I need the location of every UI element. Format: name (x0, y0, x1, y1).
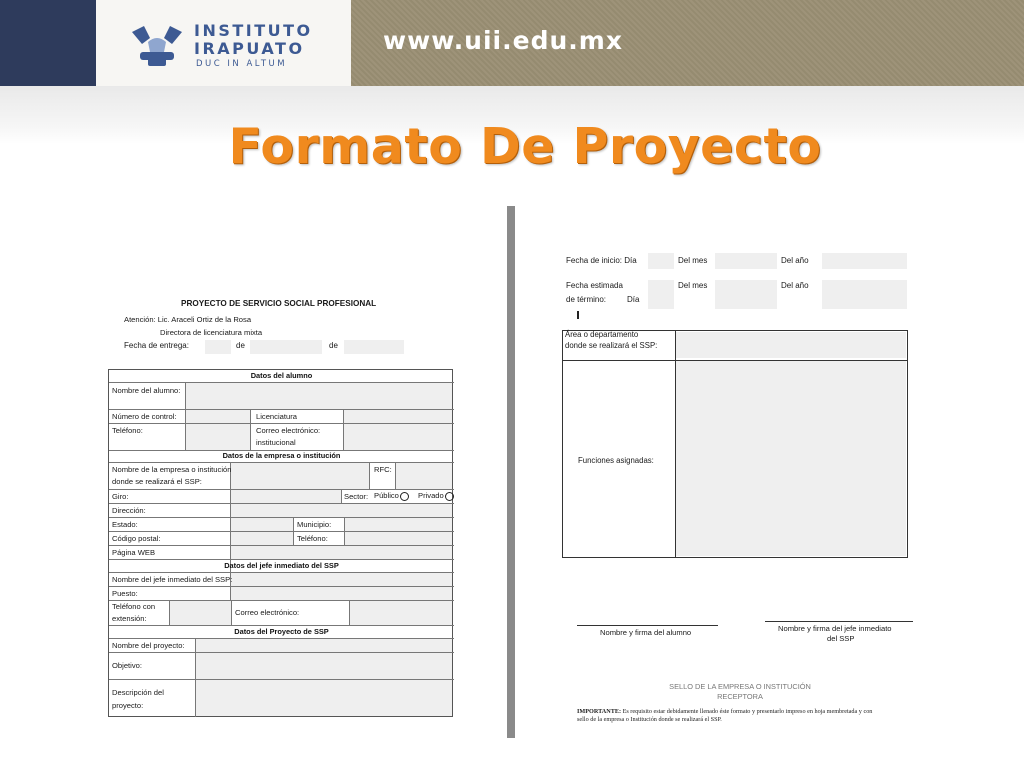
project-name-label: Nombre del proyecto: (112, 641, 185, 650)
zip-field[interactable] (231, 532, 293, 545)
student-phone-label: Teléfono: (112, 426, 143, 435)
address-label: Dirección: (112, 506, 146, 515)
giro-label: Giro: (112, 492, 129, 501)
end-date-label-2: de término: (566, 295, 607, 304)
description-label-1: Descripción del (112, 688, 164, 697)
control-number-label: Número de control: (112, 412, 177, 421)
company-phone-label: Teléfono: (297, 534, 328, 543)
section-student: Datos del alumno (250, 371, 313, 380)
company-name-label-2: donde se realizará el SSP: (112, 477, 202, 486)
rfc-label: RFC: (374, 465, 392, 474)
important-note-line-2: sello de la empresa o Institución donde se realizará el SSP. (577, 716, 722, 723)
web-field[interactable] (231, 546, 452, 559)
logo-line-1: INSTITUTO (194, 21, 313, 40)
stamp-label-1: SELLO DE LA EMPRESA O INSTITUCIÓN (669, 682, 811, 691)
rfc-field[interactable] (396, 463, 452, 489)
delivery-date-label: Fecha de entrega: (124, 341, 189, 350)
boss-name-label: Nombre del jefe inmediato del SSP: (112, 575, 233, 584)
delivery-month-field[interactable] (250, 340, 322, 354)
text-cursor (577, 311, 579, 319)
municipality-label: Municipio: (297, 520, 332, 529)
student-signature-line (577, 625, 718, 626)
state-label: Estado: (112, 520, 138, 529)
section-boss: Datos del jefe inmediato del SSP (224, 561, 339, 570)
description-field[interactable] (196, 680, 452, 716)
sector-label: Sector: (344, 492, 369, 501)
state-field[interactable] (231, 518, 293, 531)
role-line: Directora de licenciatura mixta (160, 328, 263, 337)
delivery-year-field[interactable] (344, 340, 404, 354)
email-label-1: Correo electrónico: (256, 426, 321, 435)
private-radio-icon[interactable] (445, 492, 454, 501)
end-day-label: Día (627, 295, 640, 304)
boss-signature-line (765, 621, 913, 622)
boss-signature-label-2: del SSP (827, 634, 855, 643)
boss-position-field[interactable] (231, 587, 452, 600)
municipality-field[interactable] (345, 518, 452, 531)
site-url: www.uii.edu.mx (383, 26, 623, 55)
student-signature-label: Nombre y firma del alumno (600, 628, 692, 637)
section-company: Datos de la empresa o institución (222, 451, 341, 460)
important-label: IMPORTANTE: (577, 708, 622, 715)
private-label: Privado (418, 491, 444, 500)
boss-name-field[interactable] (231, 573, 452, 586)
area-label-2: donde se realizará el SSP: (565, 341, 658, 350)
stamp-label-2: RECEPTORA (717, 692, 763, 701)
sector-private-option[interactable] (418, 491, 454, 501)
giro-field[interactable] (231, 490, 341, 503)
student-phone-field[interactable] (186, 424, 250, 450)
end-date-label-1: Fecha estimada (566, 281, 623, 290)
web-label: Página WEB (112, 548, 156, 557)
zip-label: Código postal: (112, 534, 161, 543)
degree-field[interactable] (344, 410, 452, 423)
company-name-field[interactable] (231, 463, 369, 489)
logo-motto: DUC IN ALTUM (196, 59, 288, 69)
project-name-field[interactable] (196, 639, 452, 652)
important-text-1: Es requisito estar debidamente llenado éste formato y presentarlo impreso en hoja membretada y con (621, 708, 873, 715)
boss-position-label: Puesto: (112, 589, 138, 598)
sector-public-option[interactable] (374, 491, 409, 501)
boss-signature-label-1: Nombre y firma del jefe inmediato (778, 624, 892, 633)
description-label-2: proyecto: (112, 701, 144, 710)
delivery-day-field[interactable] (205, 340, 231, 354)
important-note-line-1 (577, 708, 872, 716)
logo-line-2: IRAPUATO (194, 39, 305, 58)
student-name-field[interactable] (186, 383, 452, 409)
functions-field[interactable] (676, 361, 906, 556)
start-day-field[interactable] (648, 253, 674, 269)
form-heading: PROYECTO DE SERVICIO SOCIAL PROFESIONAL (181, 299, 377, 308)
start-date-label: Fecha de inicio: Día (566, 256, 637, 265)
objective-label: Objetivo: (112, 661, 142, 670)
student-form-table (108, 369, 453, 717)
area-field[interactable] (676, 332, 906, 358)
institute-logo-icon (128, 22, 186, 68)
boss-phone-field[interactable] (170, 601, 231, 625)
attention-line: Atención: Lic. Araceli Ortiz de la Rosa (124, 315, 252, 324)
end-month-label: Del mes (678, 281, 708, 290)
start-year-field[interactable] (822, 253, 907, 269)
functions-label: Funciones asignadas: (578, 456, 654, 465)
de-label-2: de (329, 341, 338, 350)
address-field[interactable] (231, 504, 452, 517)
end-month-field[interactable] (715, 280, 777, 309)
control-number-field[interactable] (186, 410, 250, 423)
end-year-label: Del año (781, 281, 809, 290)
de-label-1: de (236, 341, 245, 350)
end-year-field[interactable] (822, 280, 907, 309)
boss-phone-label-2: extensión: (112, 614, 147, 623)
page-divider (507, 206, 515, 738)
start-year-label: Del año (781, 256, 809, 265)
slide-title: Formato De Proyecto (228, 118, 822, 175)
area-label-1: Área o departamento (565, 330, 639, 339)
student-email-field[interactable] (344, 424, 452, 450)
public-label: Público (374, 491, 399, 500)
student-name-label: Nombre del alumno: (112, 386, 181, 395)
boss-email-label: Correo electrónico: (235, 608, 300, 617)
public-radio-icon[interactable] (400, 492, 409, 501)
email-label-2: institucional (256, 438, 296, 447)
company-phone-field[interactable] (345, 532, 452, 545)
boss-email-field[interactable] (350, 601, 452, 625)
end-day-field[interactable] (648, 280, 674, 309)
start-month-label: Del mes (678, 256, 708, 265)
objective-field[interactable] (196, 653, 452, 679)
header-left-block (0, 0, 96, 86)
degree-label: Licenciatura (256, 412, 297, 421)
boss-phone-label-1: Teléfono con (112, 602, 156, 611)
company-name-label-1: Nombre de la empresa o institución (112, 465, 232, 474)
section-project: Datos del Proyecto de SSP (234, 627, 329, 636)
start-month-field[interactable] (715, 253, 777, 269)
